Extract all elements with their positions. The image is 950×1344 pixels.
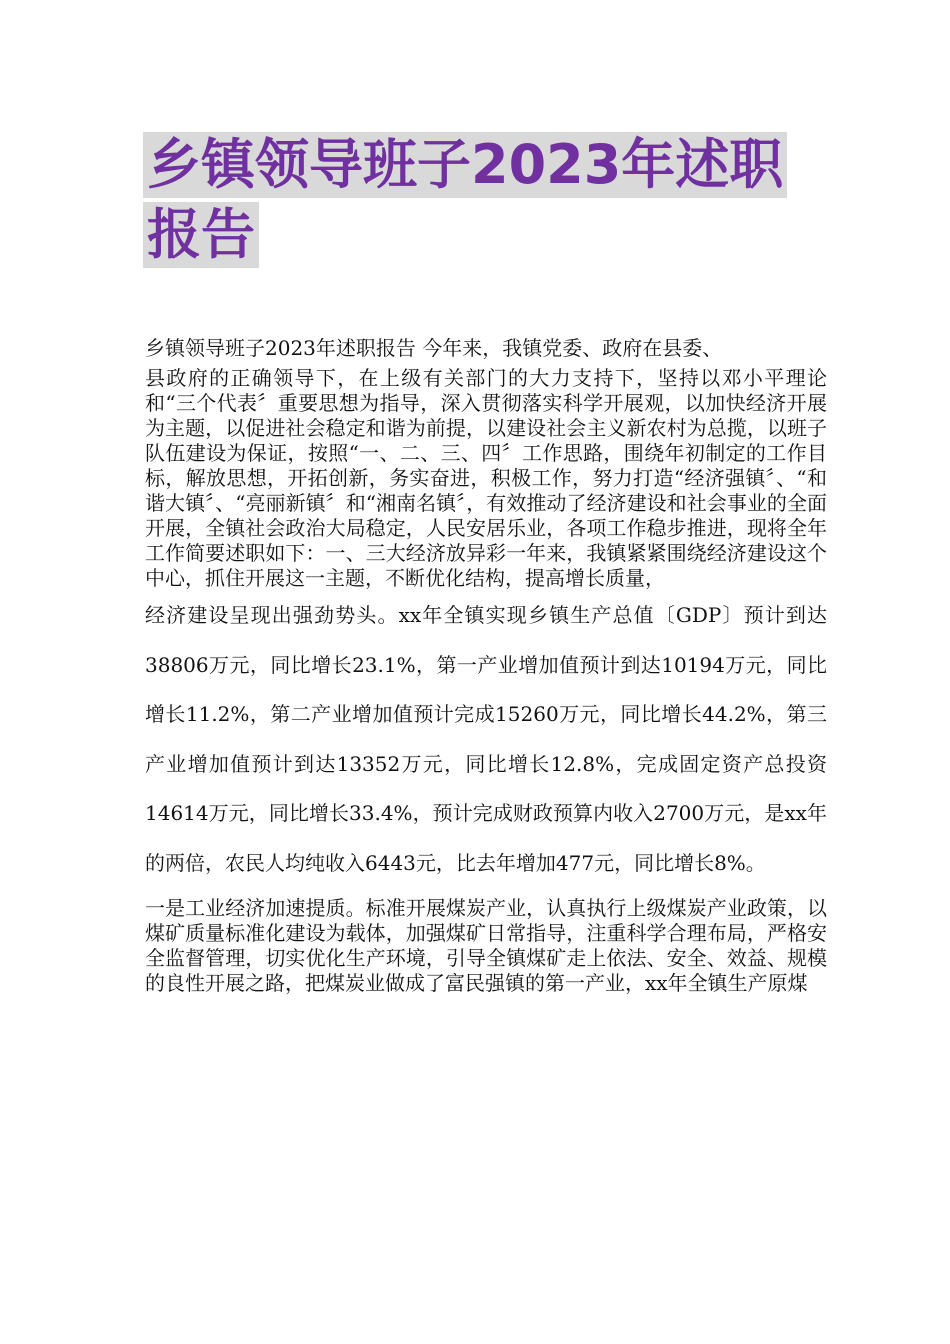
paragraph-2: 经济建设呈现出强劲势头。xx年全镇实现乡镇生产总值〔GDP〕预计到达38806万元，同比增长23.1%，第一产业增加值预计到达10194万元，同比增长11.2%，第二产业增加值预计完成15260万元，同比增长44.2%，第三产业增加值预计到达13352万元，同比增长12.8%，完成固定资产总投资14614万元，同比增长33.4%，预计完成财政预算内收入2700万元，是xx年的两倍，农民人均纯收入6443元，比去年增加477元，同比增长8%。 — [145, 603, 827, 875]
paragraph-1 — [145, 330, 827, 591]
title-line-1: 乡镇领导班子2023年述职 — [143, 132, 787, 198]
paragraph-1-first-line: 乡镇领导班子2023年述职报告 今年来，我镇党委、政府在县委、 — [145, 336, 723, 360]
document-body — [145, 330, 827, 996]
document-title — [143, 132, 823, 272]
title-line-2: 报告 — [143, 202, 259, 268]
paragraph-1-rest: 县政府的正确领导下，在上级有关部门的大力支持下，坚持以邓小平理论和“三个代表〞重要思想为指导，深入贯彻落实科学开展观，以加快经济开展为主题，以促进社会稳定和谐为前提，以建设社会主义新农村为总揽，以班子队伍建设为保证，按照“一、二、三、四〞工作思路，围绕年初制定的工作目标，解放思想，开拓创新，务实奋进，积极工作，努力打造“经济强镇〞、“和谐大镇〞、“亮丽新镇〞和“湘南名镇〞，有效推动了经济建设和社会事业的全面开展，全镇社会政治大局稳定，人民安居乐业，各项工作稳步推进，现将全年工作简要述职如下：一、三大经济放异彩一年来，我镇紧紧围绕经济建设这个中心，抓住开展这一主题，不断优化结构，提高增长质量， — [145, 366, 827, 590]
paragraph-3: 一是工业经济加速提质。标准开展煤炭产业，认真执行上级煤炭产业政策，以煤矿质量标准化建设为载体，加强煤矿日常指导，注重科学合理布局，严格安全监督管理，切实优化生产环境，引导全镇煤矿走上依法、安全、效益、规模的良性开展之路，把煤炭业做成了富民强镇的第一产业，xx年全镇生产原煤 — [145, 896, 827, 995]
